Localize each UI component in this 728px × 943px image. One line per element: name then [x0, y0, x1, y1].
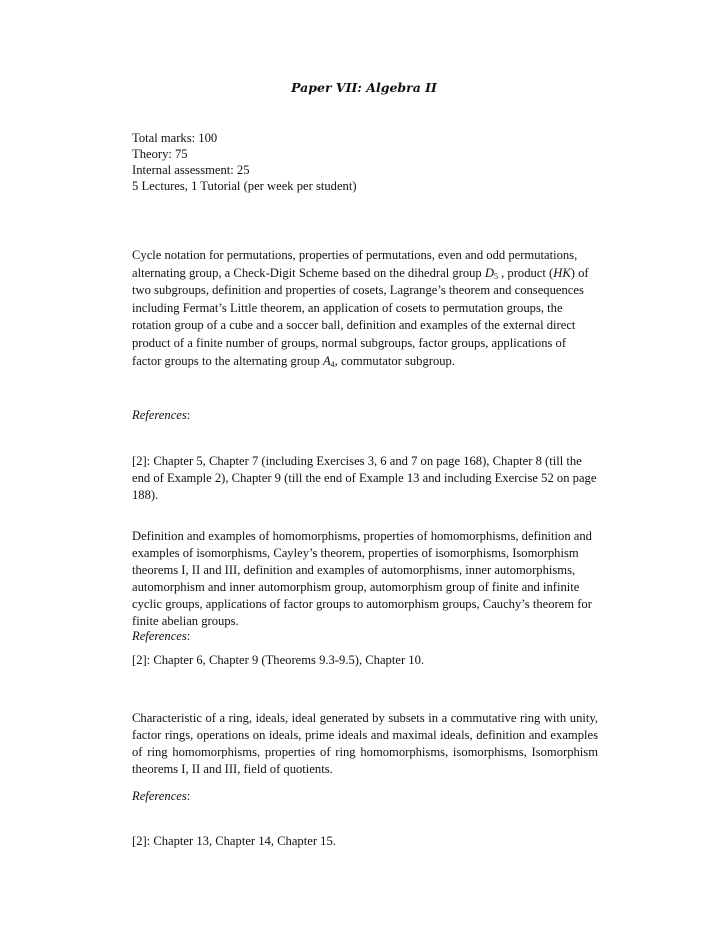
references-label: References [132, 629, 187, 643]
unit1-references-heading [132, 407, 190, 423]
lecture-schedule: 5 Lectures, 1 Tutorial (per week per student) [132, 179, 357, 193]
internal-assessment: Internal assessment: 25 [132, 163, 250, 177]
references-label: References [132, 408, 187, 422]
unit1-reference: [2]: Chapter 5, Chapter 7 (including Exercises 3, 6 and 7 on page 168), Chapter 8 (till the end of Example 2), Chapter 9 (till the end of Example 13 and including Exercise 52 on page 188). [132, 454, 597, 502]
unit2-reference: [2]: Chapter 6, Chapter 9 (Theorems 9.3-9.5), Chapter 10. [132, 653, 425, 667]
unit3-syllabus: Characteristic of a ring, ideals, ideal generated by subsets in a commutative ring with unity, factor rings, operations on ideals, prime ideals and maximal ideals, definition and examples of ring homomorphisms, properties of ring homomorphisms, isomorphisms, Isomorphism theorems I, II and III, field of quotients. [132, 711, 598, 776]
dihedral-symbol: D [484, 265, 494, 280]
unit2-syllabus: Definition and examples of homomorphisms, properties of homomorphisms, definition and examples of isomorphisms, Cayley’s theorem, properties of isomorphisms, Isomorphism theorems I, II and III, definition and examples of automorphisms, inner automorphisms, automorphism and inner automorphism group, automorphism group of finite and infinite cyclic groups, applications of factor groups to automorphism groups, Cauchy’s theorem for finite abelian groups. [132, 529, 592, 628]
alternating-subscript: 4 [330, 359, 335, 369]
references-colon: : [186, 408, 191, 422]
unit1-syllabus [132, 247, 598, 370]
paper-title: Paper VII: Algebra II [291, 80, 437, 95]
alternating-symbol: A [322, 353, 331, 368]
unit1-text-part4: , commutator subgroup. [334, 353, 455, 368]
hk-symbol: HK [553, 265, 571, 280]
unit1-text-part2: , product ( [497, 265, 554, 280]
unit1-text-part3: ) of two subgroups, definition and properties of cosets, Lagrange’s theorem and consequences including Fermat’s Little theorem, an application of cosets to permutation groups, the rotation group of a cube and a soccer ball, definition and examples of the external direct product of a finite number of groups, normal subgroups, factor groups, applications of factor groups to the alternating group [132, 265, 589, 368]
unit3-reference: [2]: Chapter 13, Chapter 14, Chapter 15. [132, 834, 336, 848]
references-colon: : [186, 629, 191, 643]
dihedral-subscript: 5 [493, 271, 498, 281]
unit1-text-part1: Cycle notation for permutations, properties of permutations, even and odd permutations, alternating group, a Check-Digit Scheme based on the dihedral group [132, 248, 578, 280]
references-colon: : [186, 789, 191, 803]
unit3-references-heading [132, 788, 190, 804]
total-marks: Total marks: 100 [132, 131, 218, 145]
unit2-references-heading [132, 628, 190, 644]
references-label: References [132, 789, 187, 803]
theory-marks: Theory: 75 [132, 147, 188, 161]
